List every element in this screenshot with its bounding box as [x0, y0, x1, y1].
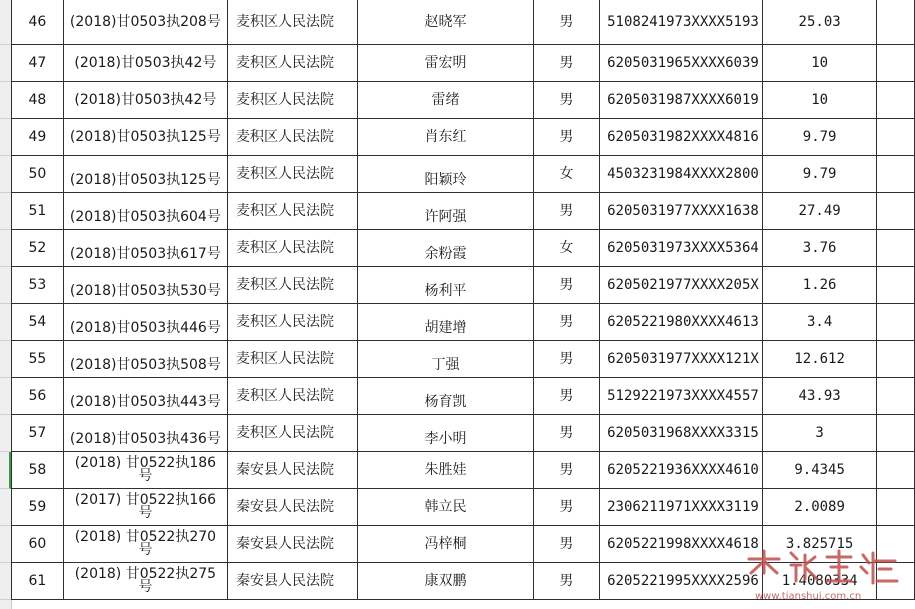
case-number-cell[interactable] [63, 452, 227, 489]
table-row [12, 415, 915, 452]
person-name-cell[interactable] [358, 45, 533, 82]
case-number-cell[interactable] [63, 563, 227, 600]
person-name-cell[interactable] [358, 415, 533, 452]
empty-cell[interactable] [877, 156, 915, 193]
empty-cell[interactable] [877, 341, 915, 378]
row-number-cell[interactable]: 57 [12, 415, 64, 452]
court-cell[interactable]: 麦积区人民法院 [227, 82, 357, 119]
person-name-text: 雷绪 [431, 92, 460, 108]
amount-cell[interactable]: 9.79 [762, 156, 876, 193]
amount-cell[interactable]: 3 [762, 415, 876, 452]
id-number-cell[interactable]: 6205031977XXXX121X [600, 341, 763, 378]
id-number-cell[interactable]: 6205221980XXXX4613 [600, 304, 763, 341]
gender-cell[interactable]: 男 [533, 304, 600, 341]
amount-cell[interactable]: 25.03 [762, 0, 876, 45]
case-number-cell[interactable] [63, 193, 227, 230]
court-cell[interactable]: 麦积区人民法院 [227, 230, 357, 267]
person-name-cell[interactable] [358, 82, 533, 119]
case-number-text: (2018)甘0503执436号 [69, 431, 221, 447]
gender-cell[interactable]: 男 [533, 267, 600, 304]
row-number-cell[interactable]: 52 [12, 230, 64, 267]
court-cell[interactable]: 麦积区人民法院 [227, 0, 357, 45]
case-number-cell[interactable] [63, 415, 227, 452]
court-cell[interactable]: 麦积区人民法院 [227, 193, 357, 230]
case-number-text: (2018)甘0503执42号 [74, 92, 217, 108]
row-number-cell[interactable]: 56 [12, 378, 64, 415]
row-number-cell[interactable]: 54 [12, 304, 64, 341]
person-name-text: 雷宏明 [424, 55, 467, 71]
person-name-text: 丁强 [431, 357, 460, 373]
court-cell[interactable]: 麦积区人民法院 [227, 119, 357, 156]
table-row [12, 45, 915, 82]
amount-cell[interactable]: 10 [762, 45, 876, 82]
id-number-cell[interactable]: 6205031973XXXX5364 [600, 230, 763, 267]
amount-cell[interactable]: 3.825715 [762, 526, 876, 563]
person-name-text: 胡建增 [424, 320, 467, 336]
empty-cell[interactable] [877, 304, 915, 341]
case-number-cell[interactable] [63, 341, 227, 378]
person-name-cell[interactable] [358, 156, 533, 193]
amount-cell[interactable]: 1.26 [762, 267, 876, 304]
case-number-line1: (2018) 甘0522执270 [74, 528, 217, 545]
row-number-cell[interactable]: 53 [12, 267, 64, 304]
case-number-text: (2018)甘0503执604号 [69, 209, 221, 225]
court-cell[interactable]: 麦积区人民法院 [227, 415, 357, 452]
table-row [12, 489, 915, 526]
case-number-cell[interactable] [63, 45, 227, 82]
empty-cell[interactable] [877, 378, 915, 415]
gender-cell[interactable]: 男 [533, 193, 600, 230]
case-number-cell[interactable] [63, 82, 227, 119]
table-row [12, 193, 915, 230]
case-number-text: (2018)甘0503执125号 [69, 129, 221, 145]
court-cell[interactable]: 秦安县人民法院 [227, 489, 357, 526]
empty-cell[interactable] [877, 193, 915, 230]
gender-cell[interactable]: 男 [533, 526, 600, 563]
person-name-cell[interactable] [358, 489, 533, 526]
person-name-text: 朱胜娃 [424, 462, 467, 478]
person-name-cell[interactable] [358, 452, 533, 489]
id-number-cell[interactable]: 6205031977XXXX1638 [600, 193, 763, 230]
empty-cell[interactable] [877, 119, 915, 156]
table-row [12, 267, 915, 304]
id-number-cell[interactable]: 6205021977XXXX205X [600, 267, 763, 304]
id-number-cell[interactable]: 6205031982XXXX4816 [600, 119, 763, 156]
person-name-text: 赵晓军 [424, 14, 467, 30]
amount-cell[interactable]: 43.93 [762, 378, 876, 415]
amount-cell[interactable]: 9.4345 [762, 452, 876, 489]
table-row [12, 452, 915, 489]
row-number-cell[interactable]: 49 [12, 119, 64, 156]
empty-cell[interactable] [877, 230, 915, 267]
gender-cell[interactable]: 男 [533, 119, 600, 156]
case-number-line1: (2018) 甘0522执186 [74, 454, 217, 471]
table-row [12, 304, 915, 341]
person-name-cell[interactable] [358, 0, 533, 45]
row-number-cell[interactable]: 46 [12, 0, 64, 45]
case-number-cell[interactable] [63, 304, 227, 341]
person-name-cell[interactable] [358, 119, 533, 156]
row-number-cell[interactable]: 61 [12, 563, 64, 600]
table-row [12, 341, 915, 378]
case-number-cell[interactable] [63, 378, 227, 415]
case-number-line1: (2018) 甘0522执275 [74, 565, 217, 582]
id-number-cell[interactable]: 6205221936XXXX4610 [600, 452, 763, 489]
empty-cell[interactable] [877, 45, 915, 82]
case-number-line1: (2017) 甘0522执166 [74, 491, 217, 508]
court-cell[interactable]: 麦积区人民法院 [227, 156, 357, 193]
person-name-text: 韩立民 [424, 499, 467, 515]
case-number-line2: 号 [138, 541, 153, 558]
court-cell[interactable]: 秦安县人民法院 [227, 526, 357, 563]
person-name-text: 康双鹏 [424, 573, 467, 589]
case-number-cell[interactable] [63, 0, 227, 45]
table-row [12, 119, 915, 156]
gender-cell[interactable]: 男 [533, 0, 600, 45]
case-number-cell[interactable] [63, 526, 227, 563]
id-number-cell[interactable]: 6205031965XXXX6039 [600, 45, 763, 82]
table-row [12, 82, 915, 119]
gender-cell[interactable]: 女 [533, 230, 600, 267]
person-name-text: 冯梓桐 [424, 536, 467, 552]
empty-cell[interactable] [877, 563, 915, 600]
gender-cell[interactable]: 男 [533, 378, 600, 415]
person-name-text: 杨育凯 [424, 394, 467, 410]
empty-cell[interactable] [877, 82, 915, 119]
case-number-cell[interactable] [63, 119, 227, 156]
person-name-text: 李小明 [424, 431, 467, 447]
data-table [11, 0, 915, 600]
court-cell[interactable]: 麦积区人民法院 [227, 378, 357, 415]
court-cell[interactable]: 麦积区人民法院 [227, 267, 357, 304]
court-cell[interactable]: 麦积区人民法院 [227, 341, 357, 378]
person-name-text: 余粉霞 [424, 246, 467, 262]
case-number-text: (2018)甘0503执443号 [69, 394, 221, 410]
person-name-text: 阳颖玲 [424, 172, 467, 188]
row-number-cell[interactable]: 50 [12, 156, 64, 193]
gender-cell[interactable]: 男 [533, 415, 600, 452]
case-number-text: (2018)甘0503执42号 [74, 55, 217, 71]
court-cell[interactable]: 秦安县人民法院 [227, 452, 357, 489]
court-cell[interactable]: 麦积区人民法院 [227, 45, 357, 82]
case-number-text: (2018)甘0503执530号 [69, 283, 221, 299]
id-number-cell[interactable]: 5129221973XXXX4557 [600, 378, 763, 415]
case-number-cell[interactable] [63, 156, 227, 193]
case-number-cell[interactable] [63, 230, 227, 267]
person-name-cell[interactable] [358, 563, 533, 600]
row-number-cell[interactable]: 60 [12, 526, 64, 563]
id-number-cell[interactable]: 6205221995XXXX2596 [600, 563, 763, 600]
gender-cell[interactable]: 男 [533, 82, 600, 119]
case-number-cell[interactable] [63, 267, 227, 304]
empty-cell[interactable] [877, 0, 915, 45]
amount-cell[interactable]: 27.49 [762, 193, 876, 230]
person-name-text: 杨利平 [424, 283, 467, 299]
court-cell[interactable]: 麦积区人民法院 [227, 304, 357, 341]
case-number-line2: 号 [138, 504, 153, 521]
row-number-cell[interactable]: 51 [12, 193, 64, 230]
watermark-url: www.tianshui.com.cn [755, 591, 862, 602]
amount-cell[interactable]: 2.0089 [762, 489, 876, 526]
case-number-text: (2018)甘0503执208号 [69, 14, 221, 30]
row-number-cell[interactable]: 47 [12, 45, 64, 82]
person-name-cell[interactable] [358, 304, 533, 341]
row-number-cell[interactable]: 58 [12, 452, 64, 489]
person-name-cell[interactable] [358, 378, 533, 415]
empty-cell[interactable] [877, 526, 915, 563]
gender-cell[interactable]: 男 [533, 341, 600, 378]
table-row [12, 0, 915, 45]
empty-cell[interactable] [877, 489, 915, 526]
row-number-cell[interactable]: 55 [12, 341, 64, 378]
person-name-cell[interactable] [358, 230, 533, 267]
person-name-text: 许阿强 [424, 209, 467, 225]
id-number-cell[interactable]: 4503231984XXXX2800 [600, 156, 763, 193]
row-number-cell[interactable]: 59 [12, 489, 64, 526]
person-name-cell[interactable] [358, 193, 533, 230]
case-number-line2: 号 [138, 467, 153, 484]
id-number-cell[interactable]: 6205031968XXXX3315 [600, 415, 763, 452]
case-number-line2: 号 [138, 578, 153, 595]
gender-cell[interactable]: 女 [533, 156, 600, 193]
case-number-text: (2018)甘0503执446号 [69, 320, 221, 336]
gender-cell[interactable]: 男 [533, 563, 600, 600]
table-body [12, 0, 915, 600]
row-number-cell[interactable]: 48 [12, 82, 64, 119]
person-name-cell[interactable] [358, 526, 533, 563]
amount-cell[interactable]: 12.612 [762, 341, 876, 378]
amount-cell[interactable]: 3.76 [762, 230, 876, 267]
table-row [12, 563, 915, 600]
amount-cell[interactable]: 3.4 [762, 304, 876, 341]
case-number-text: (2018)甘0503执508号 [69, 357, 221, 373]
person-name-cell[interactable] [358, 267, 533, 304]
table-row [12, 526, 915, 563]
id-number-cell[interactable]: 6205031987XXXX6019 [600, 82, 763, 119]
case-number-text: (2018)甘0503执617号 [69, 246, 221, 262]
person-name-text: 肖东红 [424, 129, 467, 145]
empty-cell[interactable] [877, 267, 915, 304]
id-number-cell[interactable]: 5108241973XXXX5193 [600, 0, 763, 45]
gender-cell[interactable]: 男 [533, 489, 600, 526]
table-row [12, 230, 915, 267]
court-cell[interactable]: 秦安县人民法院 [227, 563, 357, 600]
person-name-cell[interactable] [358, 341, 533, 378]
id-number-cell[interactable]: 6205221998XXXX4618 [600, 526, 763, 563]
empty-cell[interactable] [877, 415, 915, 452]
gender-cell[interactable]: 男 [533, 452, 600, 489]
table-row [12, 156, 915, 193]
case-number-cell[interactable] [63, 489, 227, 526]
case-number-text: (2018)甘0503执125号 [69, 172, 221, 188]
table-row [12, 378, 915, 415]
amount-cell[interactable]: 1.4080334 [762, 563, 876, 600]
id-number-cell[interactable]: 2306211971XXXX3119 [600, 489, 763, 526]
amount-cell[interactable]: 9.79 [762, 119, 876, 156]
gender-cell[interactable]: 男 [533, 45, 600, 82]
amount-cell[interactable]: 10 [762, 82, 876, 119]
empty-cell[interactable] [877, 452, 915, 489]
